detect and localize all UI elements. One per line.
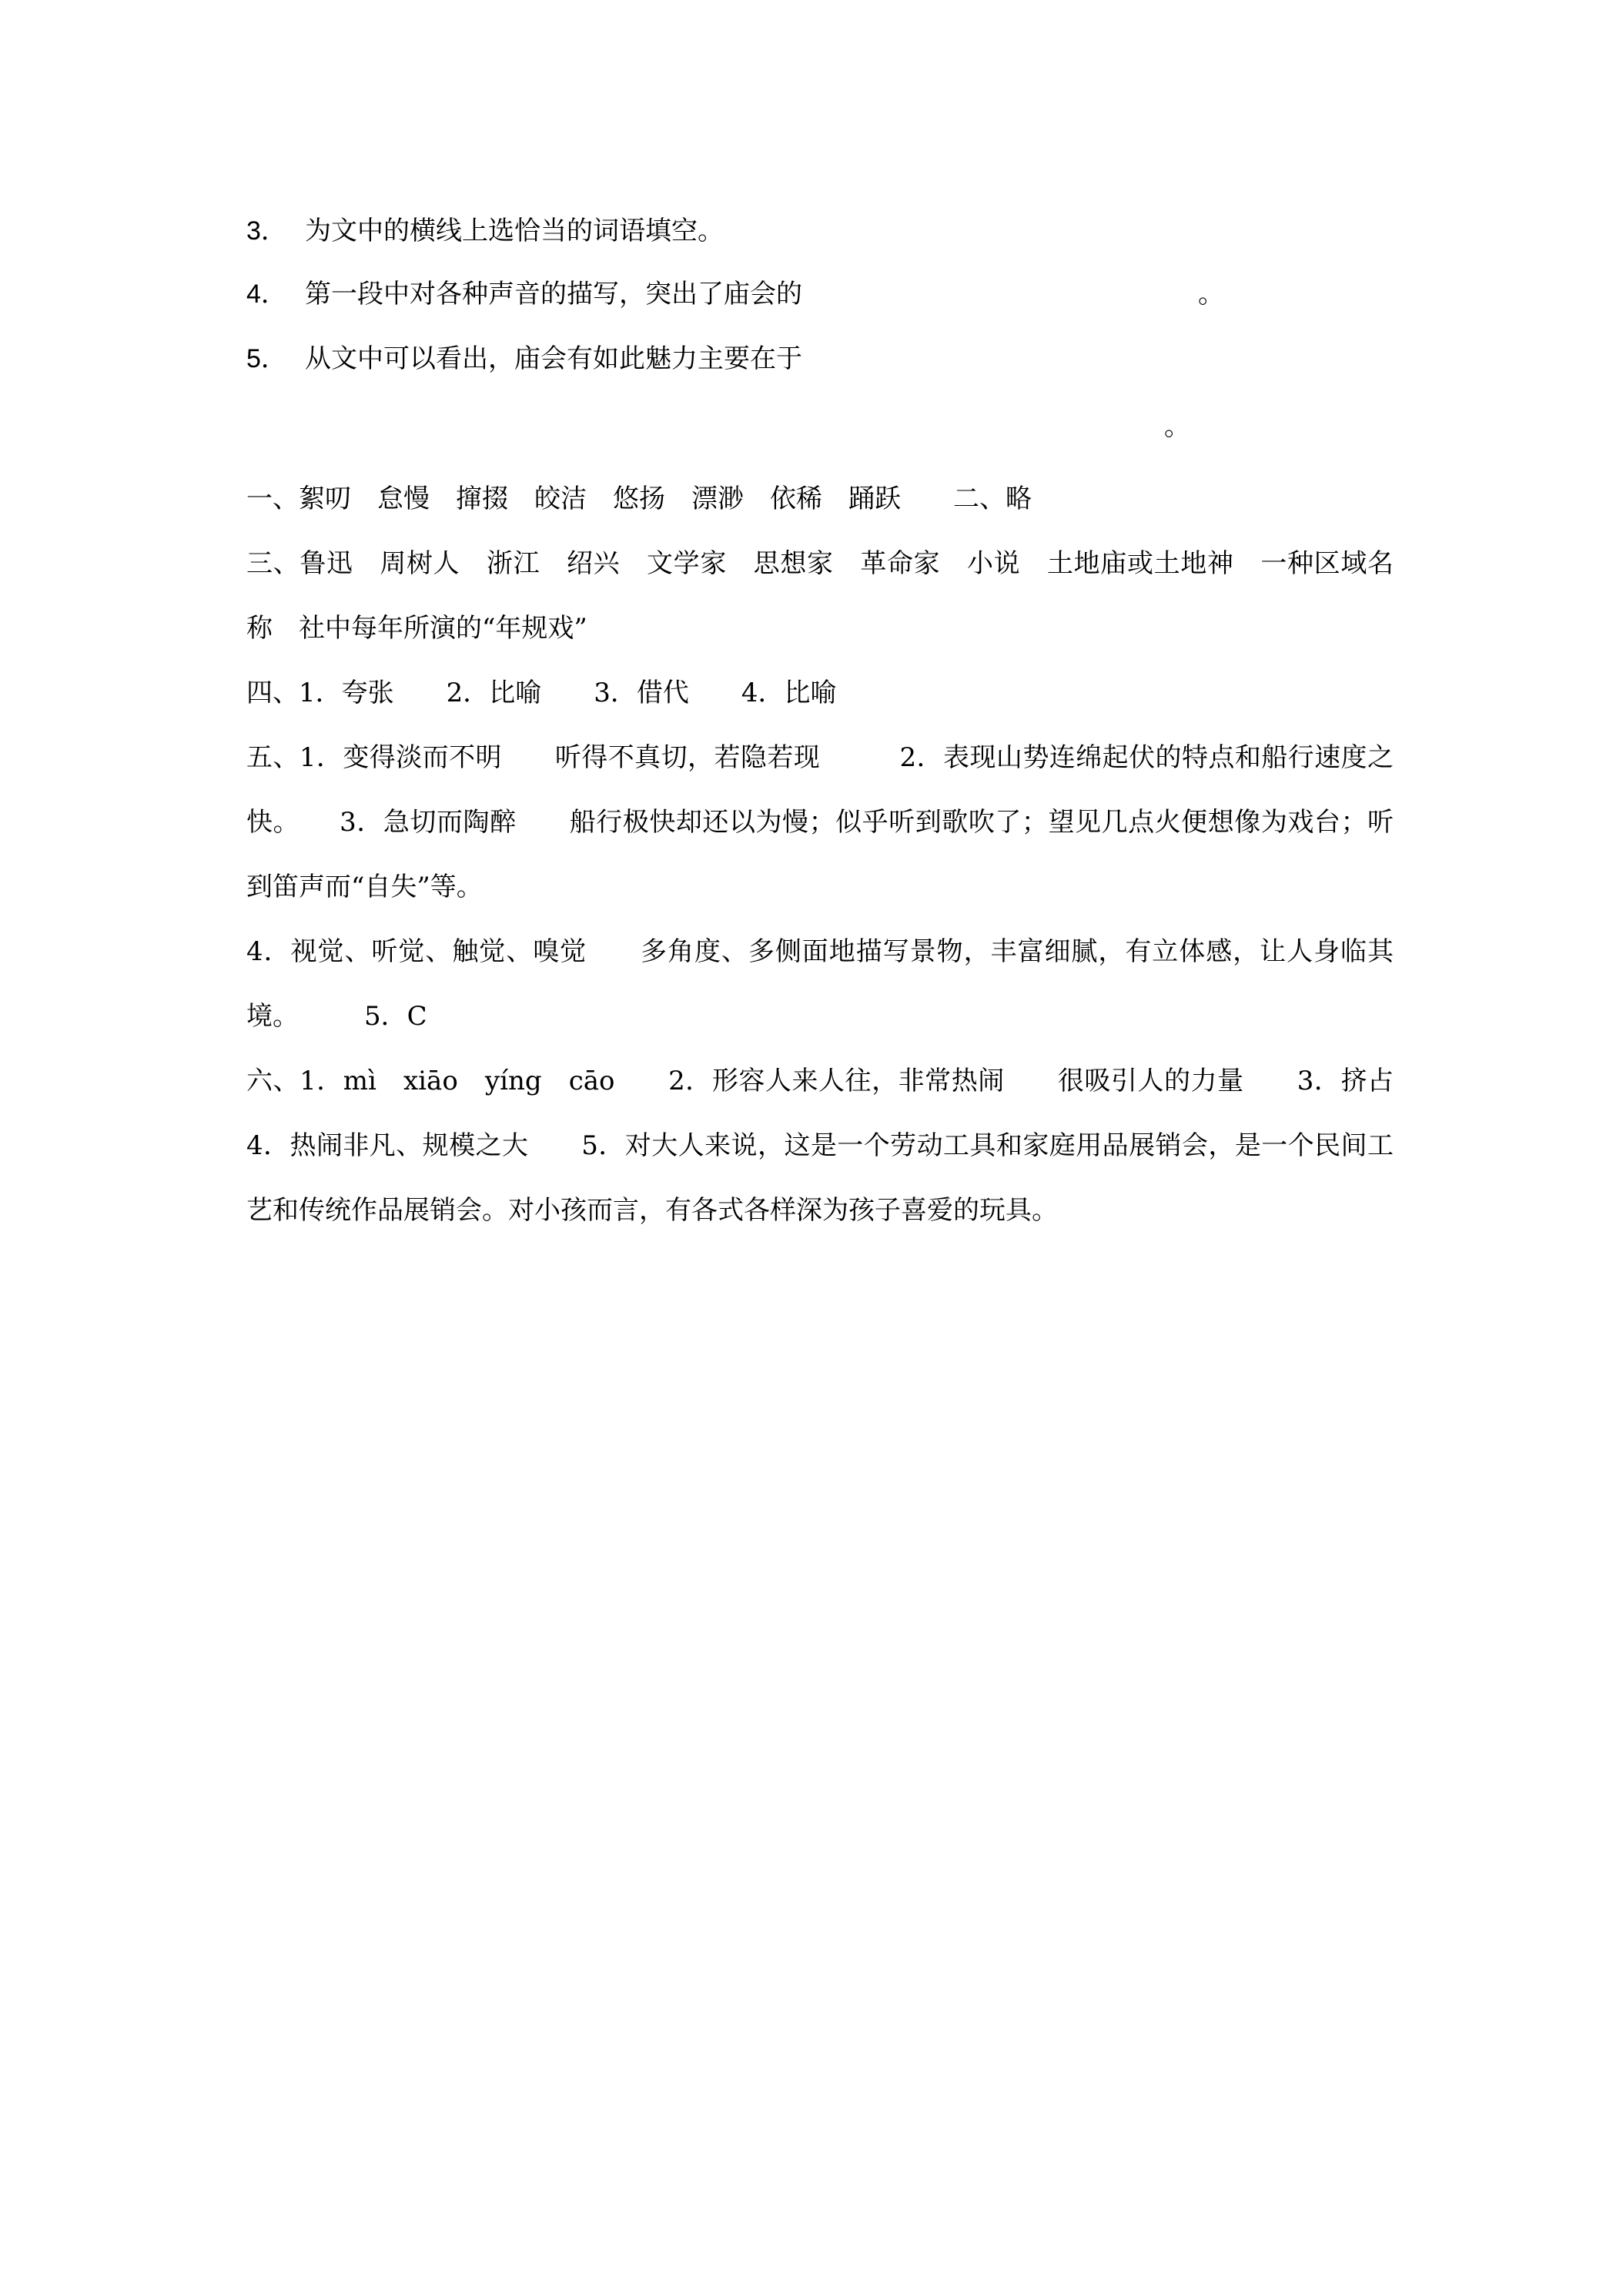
question-text: 第一段中对各种声音的描写，突出了庙会的: [305, 279, 802, 310]
question-number: 5．: [246, 344, 287, 373]
question-number: 3．: [246, 216, 287, 246]
answer-section-1-2: 一、絮叨 怠慢 撺掇 皎洁 悠扬 漂渺 依稀 踊跃 二、略: [246, 484, 1032, 514]
answer-section-5: 五、1．变得淡而不明 听得不真切，若隐若现 2．表现山势连绵起伏的特点和船行速度之快。 3．急切而陶醉 船行极快却还以为慢；似乎听到歌吹了；望见几点火便想像为戏台；听到笛声而“自失”等。: [246, 742, 1394, 902]
answer-section-3: 三、鲁迅 周树人 浙江 绍兴 文学家 思想家 革命家 小说 土地庙或土地神 一种区域名称 社中每年所演的“年规戏”: [246, 548, 1394, 644]
question-5-end-mark: 。: [1164, 411, 1190, 442]
question-3: [246, 216, 724, 246]
answer-section-4: 四、1．夸张 2．比喻 3．借代 4．比喻: [246, 678, 837, 708]
question-number: 4．: [246, 279, 287, 309]
question-text: 从文中可以看出，庙会有如此魅力主要在于: [305, 343, 802, 374]
answer-section-5-cont: 4．视觉、听觉、触觉、嗅觉 多角度、多侧面地描写景物，丰富细腻，有立体感，让人身临其境。 5．C: [246, 936, 1394, 1032]
question-4: [246, 279, 802, 310]
answer-section-6: 六、1．mì xiāo yíng cāo 2．形容人来人往，非常热闹 很吸引人的力量 3．挤占 4．热闹非凡、规模之大 5．对大人来说，这是一个劳动工具和家庭用品展销会，是一个民间工艺和传统作品展销会。对小孩而言，有各式各样深为孩子喜爱的玩具。: [246, 1066, 1446, 1226]
question-4-end-mark: 。: [1198, 279, 1224, 310]
answer-key: [246, 467, 1446, 1243]
question-5: [246, 343, 802, 374]
question-text: 为文中的横线上选恰当的词语填空。: [305, 216, 724, 246]
